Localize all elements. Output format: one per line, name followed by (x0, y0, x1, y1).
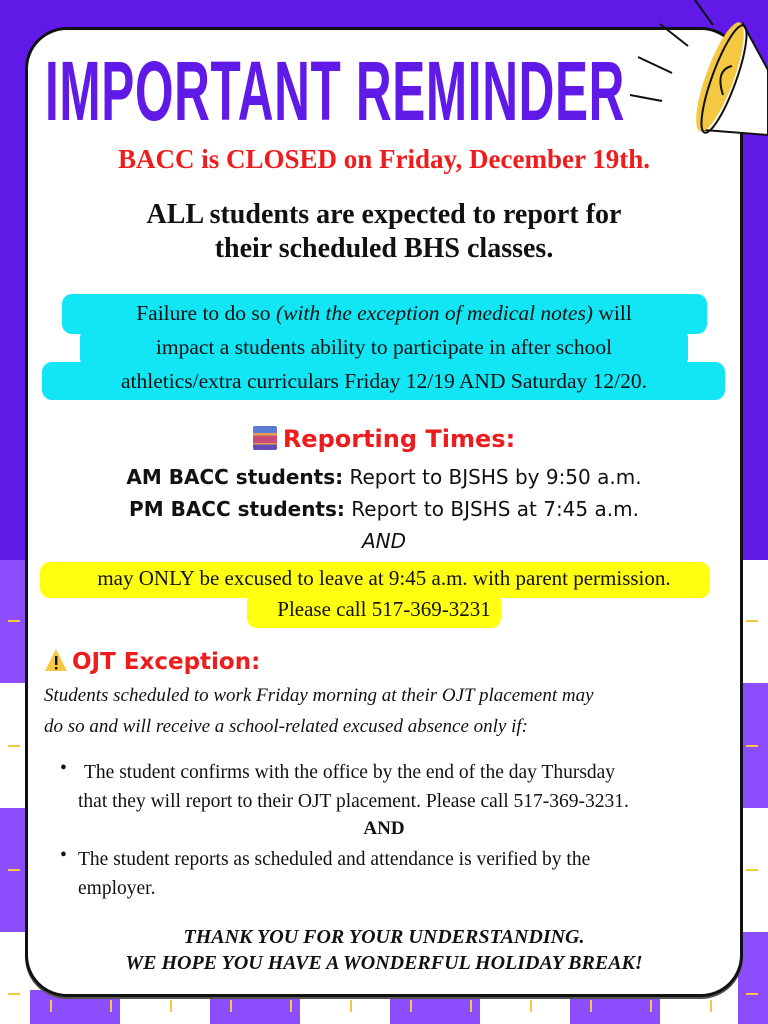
closing-line: THANK YOU FOR YOUR UNDERSTANDING. (183, 926, 585, 948)
call-line: Please call 517-369-3231 (277, 597, 491, 621)
bullet-text: employer. (78, 878, 156, 899)
failure-exception: (with the exception of medical notes) (275, 301, 593, 325)
books-icon (253, 426, 277, 450)
bullet-text: The student confirms with the office by the end of the day Thursday (84, 762, 616, 783)
and-text: AND (363, 818, 405, 839)
reporting-heading-text: Reporting Times: (282, 425, 516, 453)
expectation-line: their scheduled BHS classes. (214, 233, 554, 264)
am-label: AM BACC students: (126, 465, 344, 489)
closing-message (25, 924, 743, 976)
failure-text: will (592, 301, 632, 325)
excuse-line: may ONLY be excused to leave at 9:45 a.m. with parent permission. (97, 566, 671, 590)
failure-text: athletics/extra curriculars Friday 12/19 AND Saturday 12/20. (120, 369, 648, 393)
ojt-heading (44, 648, 260, 675)
ojt-intro: Students scheduled to work Friday morning at their OJT placement may (44, 685, 594, 706)
failure-text: impact a students ability to participate in after school (155, 335, 613, 359)
ojt-intro: do so and will receive a school-related excused absence only if: (44, 716, 528, 737)
pm-text: Report to BJSHS at 7:45 a.m. (344, 497, 639, 521)
bullet-text: The student reports as scheduled and attendance is verified by the (78, 849, 591, 870)
warning-icon (44, 648, 68, 672)
pm-label: PM BACC students: (129, 497, 345, 521)
am-text: Report to BJSHS by 9:50 a.m. (343, 465, 642, 489)
reporting-heading (25, 425, 743, 453)
expectation-text (25, 198, 743, 266)
page-title: IMPORTANT REMINDER (45, 43, 626, 139)
closed-notice: BACC is CLOSED on Friday, December 19th. (117, 144, 650, 174)
expectation-line: ALL students are expected to report for (146, 199, 622, 230)
ojt-heading-text: OJT Exception: (72, 649, 261, 675)
megaphone-icon (620, 0, 768, 140)
failure-text: Failure to do so (136, 301, 276, 325)
bullet-text: that they will report to their OJT placement. Please call 517-369-3231. (78, 791, 629, 812)
closing-line: WE HOPE YOU HAVE A WONDERFUL HOLIDAY BREAK! (125, 952, 643, 974)
and-text: AND (361, 529, 407, 553)
